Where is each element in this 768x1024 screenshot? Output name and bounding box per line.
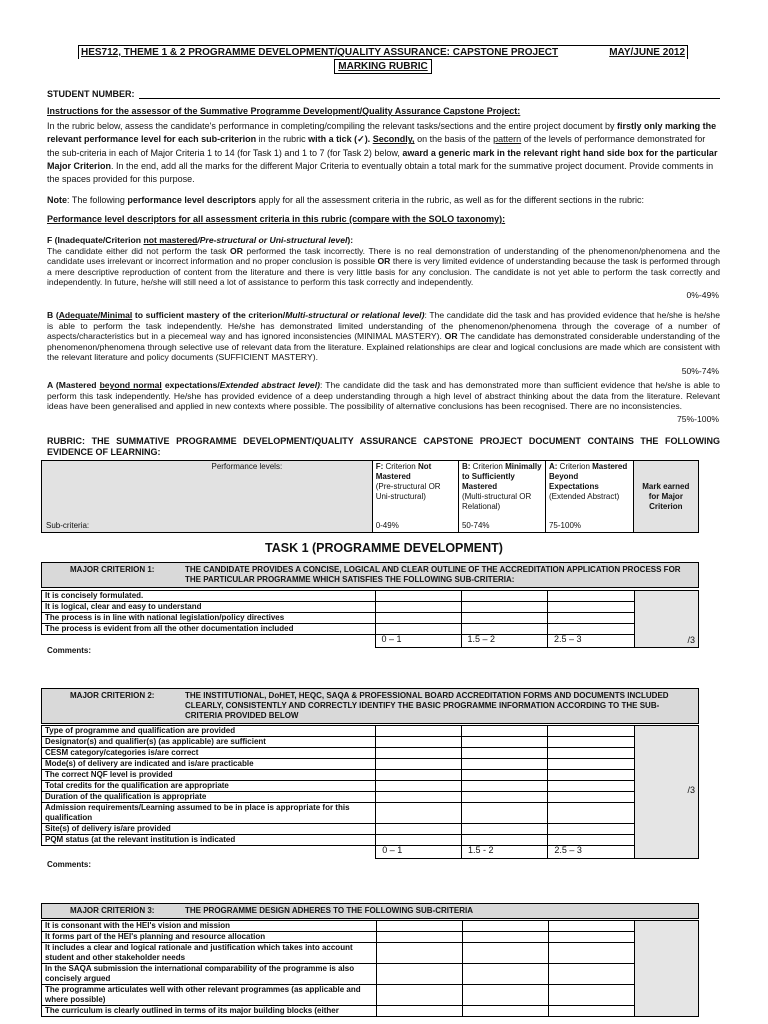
instructions-firstly: firstly only marking the relevant performance level for each sub-criterion <box>47 121 717 145</box>
tick-cell-b[interactable] <box>462 781 548 792</box>
instructions-pattern: pattern <box>493 134 522 145</box>
level-b-column: B: Criterion Minimally to Sufficiently Mastered (Multi-structural OR Relational) 50-74% <box>458 461 545 533</box>
tick-cell-a[interactable] <box>548 624 634 635</box>
tick-cell-a[interactable] <box>548 824 634 835</box>
descriptors-heading: Performance level descriptors for all assessment criteria in this rubric (compare with the SOLO taxonomy): <box>47 214 506 224</box>
level-f-text: The candidate either did not perform the task OR performed the task incorrectly. There is no real demonstration of understanding of the phenomenon/phenomena and the candidate uses irrelevant or incorrect information and no proper conclusion is possible OR there is very limited evidence of understanding because the task is performed through a mere descriptive reproduction of content from the literature and there is very little basis for any conclusion. The candidate is not yet able to perform the task correctly and independently. In future, he/she will still need a lot of assistance to perform this task correctly and independently. <box>47 245 721 288</box>
major-criterion-1-table <box>41 590 699 648</box>
tick-cell-b[interactable] <box>461 624 547 635</box>
tick-cell-b[interactable] <box>462 932 548 943</box>
comments-label: Comments: <box>47 860 92 869</box>
range-b: 1.5 - 2 <box>462 846 548 859</box>
tick-cell-a[interactable] <box>548 985 634 1006</box>
note-line <box>47 195 720 206</box>
sub-criterion: The curriculum is clearly outlined in terms of its major building blocks (either <box>42 1006 377 1017</box>
rubric-heading: RUBRIC: THE SUMMATIVE PROGRAMME DEVELOPMENT/QUALITY ASSURANCE CAPSTONE PROJECT DOCUMENT CONTAINS THE FOLLOWING EVIDENCE OF LEARNING: <box>47 436 720 457</box>
tick-cell-f[interactable] <box>375 591 461 602</box>
note-label: Note <box>47 195 67 205</box>
sub-criterion: It is concisely formulated. <box>42 591 376 602</box>
tick-cell-b[interactable] <box>462 737 548 748</box>
range-b: 1.5 – 2 <box>461 635 547 648</box>
range-f: 0 – 1 <box>376 846 462 859</box>
sub-criterion: It includes a clear and logical rationale and justification which takes into account student and other stakeholder needs <box>42 943 377 964</box>
tick-cell-f[interactable] <box>376 943 462 964</box>
criterion-text: THE INSTITUTIONAL, DoHET, HEQC, SAQA & PROFESSIONAL BOARD ACCREDITATION FORMS AND DOCUMENTS INCLUDED CLEARLY, CONSISTENTLY AND CORRECTLY IDENTIFY THE BASIC PROGRAMME INFORMATION ACCORDING TO THE SUB-CRITERIA PROVIDED BELOW <box>185 691 669 720</box>
tick-cell-a[interactable] <box>548 748 634 759</box>
instructions-tick: with a tick (✓). <box>308 134 371 145</box>
tick-cell-a[interactable] <box>548 759 634 770</box>
sub-criterion: The programme articulates well with other relevant programmes (as applicable and where possible) <box>42 985 377 1006</box>
sub-criterion: In the SAQA submission the international comparability of the programme is also concisely argued <box>42 964 377 985</box>
level-a-descriptor: A (Mastered beyond normal expectations/Extended abstract level): The candidate did the task and has demonstrated more than sufficient evidence that he/she is able to perform this task independently. He/she has provided evidence of a deep understanding through a high level of abstract thinking about the data from the literature. Relevant ideas have been generalised and applied in new contexts where possible. The possibility of alternative conclusions has been recognised. There are no inconsistencies. <box>47 380 721 412</box>
level-a-column: A: Criterion Mastered Beyond Expectations (Extended Abstract) 75-100% <box>545 461 633 533</box>
tick-cell-b[interactable] <box>462 824 548 835</box>
level-b-descriptor: B (Adequate/Minimal to sufficient mastery of the criterion/Multi-structural or relational level): The candidate did the task and has provided evidence that he/she is he/she is able to perform the task independently. He/she has demonstrated limited understanding of the phenomenon/phenomena through the coverage of a number of aspects/characteristics but in a piecemeal way and has ignored inconsistencies (MINIMAL MASTERY). OR The candidate has demonstrated considerable understanding of the phenomenon/phenomena through selective use of relevant data from the literature. Explained relationships are clear and logical conclusions are made which are consistent with the relevant literature and policy documents (SUFFICIENT MASTERY). <box>47 310 721 363</box>
performance-levels-header <box>41 460 699 533</box>
sub-criterion: The process is evident from all the other documentation included <box>42 624 376 635</box>
sub-criterion: It is logical, clear and easy to understand <box>42 602 376 613</box>
tick-cell-f[interactable] <box>376 726 462 737</box>
tick-cell-f[interactable] <box>376 835 462 846</box>
tick-cell-a[interactable] <box>548 737 634 748</box>
tick-cell-b[interactable] <box>462 835 548 846</box>
tick-cell-a[interactable] <box>548 964 634 985</box>
major-criterion-2-header <box>41 688 699 724</box>
tick-cell-f[interactable] <box>376 737 462 748</box>
header-title-row <box>78 45 688 59</box>
major-criterion-1-header <box>41 562 699 588</box>
tick-cell-a[interactable] <box>548 921 634 932</box>
level-b-percent: 50%-74% <box>681 366 719 376</box>
instructions-text: In the rubric below, assess the candidate's performance in completing/compiling the relevant tasks/sections and the entire project document by <box>47 121 615 131</box>
sub-criterion: Designator(s) and qualifier(s) (as applicable) are sufficient <box>42 737 376 748</box>
sub-criterion: Duration of the qualification is appropriate <box>42 792 376 803</box>
tick-cell-f[interactable] <box>376 921 462 932</box>
criterion-label: MAJOR CRITERION 2: <box>70 691 155 700</box>
tick-cell-b[interactable] <box>461 613 547 624</box>
tick-cell-a[interactable] <box>548 613 634 624</box>
instructions-paragraph <box>47 120 720 186</box>
course-title: HES712, THEME 1 & 2 PROGRAMME DEVELOPMENT/QUALITY ASSURANCE: CAPSTONE PROJECT <box>81 47 559 58</box>
tick-cell-f[interactable] <box>376 792 462 803</box>
tick-cell-b[interactable] <box>462 770 548 781</box>
tick-cell-a[interactable] <box>548 835 634 846</box>
sub-criterion: Site(s) of delivery is/are provided <box>42 824 376 835</box>
student-number-field[interactable] <box>47 89 720 99</box>
note-text: : The following <box>67 195 125 205</box>
sub-criterion: CESM category/categories is/are correct <box>42 748 376 759</box>
major-criterion-3-header <box>41 903 699 919</box>
instructions-text: in the rubric <box>258 134 306 145</box>
mark-cell[interactable] <box>634 921 698 1017</box>
tick-cell-f[interactable] <box>376 932 462 943</box>
mark-cell[interactable]: /3 <box>634 591 699 648</box>
criterion-label: MAJOR CRITERION 1: <box>70 565 155 574</box>
tick-cell-b[interactable] <box>462 985 548 1006</box>
sub-criterion: It is consonant with the HEI's vision and mission <box>42 921 377 932</box>
tick-cell-f[interactable] <box>376 803 462 824</box>
tick-cell-b[interactable] <box>462 759 548 770</box>
sub-criterion: Admission requirements/Learning assumed to be in place is appropriate for this qualification <box>42 803 376 824</box>
tick-cell-f[interactable] <box>375 602 461 613</box>
instructions-heading: Instructions for the assessor of the Summative Programme Development/Quality Assurance Capstone Project: <box>47 106 521 116</box>
tick-cell-a[interactable] <box>548 1006 634 1017</box>
note-bold: performance level descriptors <box>127 195 256 205</box>
tick-cell-a[interactable] <box>548 770 634 781</box>
level-b-range: 50-74% <box>461 521 490 530</box>
tick-cell-b[interactable] <box>462 964 548 985</box>
range-f: 0 – 1 <box>375 635 461 648</box>
performance-levels-cell <box>42 461 373 533</box>
criterion-text: THE CANDIDATE PROVIDES A CONCISE, LOGICAL AND CLEAR OUTLINE OF THE ACCREDITATION APPLICATION PROCESS FOR THE PARTICULAR PROGRAMME WHICH SATISFIES THE FOLLOWING SUB-CRITERIA: <box>185 565 681 584</box>
tick-cell-f[interactable] <box>376 964 462 985</box>
performance-levels-label: Performance levels: <box>211 462 283 471</box>
tick-cell-b[interactable] <box>461 602 547 613</box>
note-text: apply for all the assessment criteria in the rubric, as well as for the different sections in the rubric: <box>258 195 644 205</box>
tick-cell-a[interactable] <box>548 726 634 737</box>
instructions-secondly: Secondly, <box>372 134 415 145</box>
sub-criterion: Type of programme and qualification are provided <box>42 726 376 737</box>
mark-column-header: Mark earned for Major Criterion <box>633 461 698 533</box>
tick-cell-b[interactable] <box>462 1006 548 1017</box>
sub-criterion: Mode(s) of delivery are indicated and is/are practicable <box>42 759 376 770</box>
level-a-percent: 75%-100% <box>676 414 719 424</box>
tick-cell-a[interactable] <box>548 943 634 964</box>
tick-cell-b[interactable] <box>462 943 548 964</box>
student-number-label: STUDENT NUMBER: <box>47 89 135 99</box>
tick-cell-f[interactable] <box>376 770 462 781</box>
range-a: 2.5 – 3 <box>548 635 634 648</box>
document-header <box>78 45 688 74</box>
major-criterion-2-table <box>41 725 699 859</box>
tick-cell-b[interactable] <box>462 726 548 737</box>
sub-criterion: The correct NQF level is provided <box>42 770 376 781</box>
level-f-percent: 0%-49% <box>686 290 719 300</box>
instructions-award: award a generic mark in the relevant right hand side box for the particular Major Criterion <box>47 147 718 171</box>
tick-cell-a[interactable] <box>548 803 634 824</box>
major-criterion-3-table <box>41 920 699 1017</box>
tick-cell-f[interactable] <box>376 985 462 1006</box>
tick-cell-f[interactable] <box>376 1006 462 1017</box>
comments-label: Comments: <box>47 646 92 655</box>
tick-cell-a[interactable] <box>548 591 634 602</box>
tick-cell-b[interactable] <box>462 792 548 803</box>
tick-cell-a[interactable] <box>548 602 634 613</box>
level-f-title: F (Inadequate/Criterion not mastered/Pre-structural or Uni-structural level): <box>47 235 354 245</box>
student-number-line[interactable] <box>139 89 721 99</box>
tick-cell-b[interactable] <box>462 803 548 824</box>
tick-cell-f[interactable] <box>376 759 462 770</box>
instructions-text: on the basis of the <box>417 134 491 145</box>
tick-cell-a[interactable] <box>548 781 634 792</box>
criterion-label: MAJOR CRITERION 3: <box>70 906 155 915</box>
tick-cell-b[interactable] <box>462 748 548 759</box>
tick-cell-f[interactable] <box>376 748 462 759</box>
tick-cell-b[interactable] <box>461 591 547 602</box>
sub-criterion: The process is in line with national legislation/policy directives <box>42 613 376 624</box>
criterion-text: THE PROGRAMME DESIGN ADHERES TO THE FOLLOWING SUB-CRITERIA <box>185 906 474 915</box>
level-f-column: F: Criterion Not Mastered (Pre-structural OR Uni-structural) 0-49% <box>372 461 458 533</box>
level-f-range: 0-49% <box>375 521 399 530</box>
tick-cell-f[interactable] <box>376 824 462 835</box>
tick-cell-f[interactable] <box>375 613 461 624</box>
tick-cell-f[interactable] <box>375 624 461 635</box>
level-f-descriptor <box>47 235 720 288</box>
header-subtitle: MARKING RUBRIC <box>334 59 431 74</box>
sub-criteria-label: Sub-criteria: <box>46 521 90 530</box>
sub-criterion: PQM status (at the relevant institution is indicated <box>42 835 376 846</box>
instructions-text: . In the end, add all the marks for the different Major Criteria to eventually obtain a total mark for the summative project document. Provide comments in the spaces provided for this purpose. <box>47 160 714 185</box>
tick-cell-b[interactable] <box>462 921 548 932</box>
task-title: TASK 1 (PROGRAMME DEVELOPMENT) <box>265 541 503 555</box>
sub-criterion: Total credits for the qualification are appropriate <box>42 781 376 792</box>
instructions-text: of the levels of performance demonstrated for the sub-criteria in each of Major Criteria 1 to 14 (for Task 1) and 1 to 7 (for Task 2) below, <box>47 134 706 158</box>
exam-date: MAY/JUNE 2012 <box>609 47 685 58</box>
tick-cell-a[interactable] <box>548 932 634 943</box>
tick-cell-a[interactable] <box>548 792 634 803</box>
mark-cell[interactable]: /3 <box>634 726 698 859</box>
sub-criterion: It forms part of the HEI's planning and resource allocation <box>42 932 377 943</box>
tick-cell-f[interactable] <box>376 781 462 792</box>
level-a-range: 75-100% <box>548 521 582 530</box>
range-a: 2.5 – 3 <box>548 846 634 859</box>
